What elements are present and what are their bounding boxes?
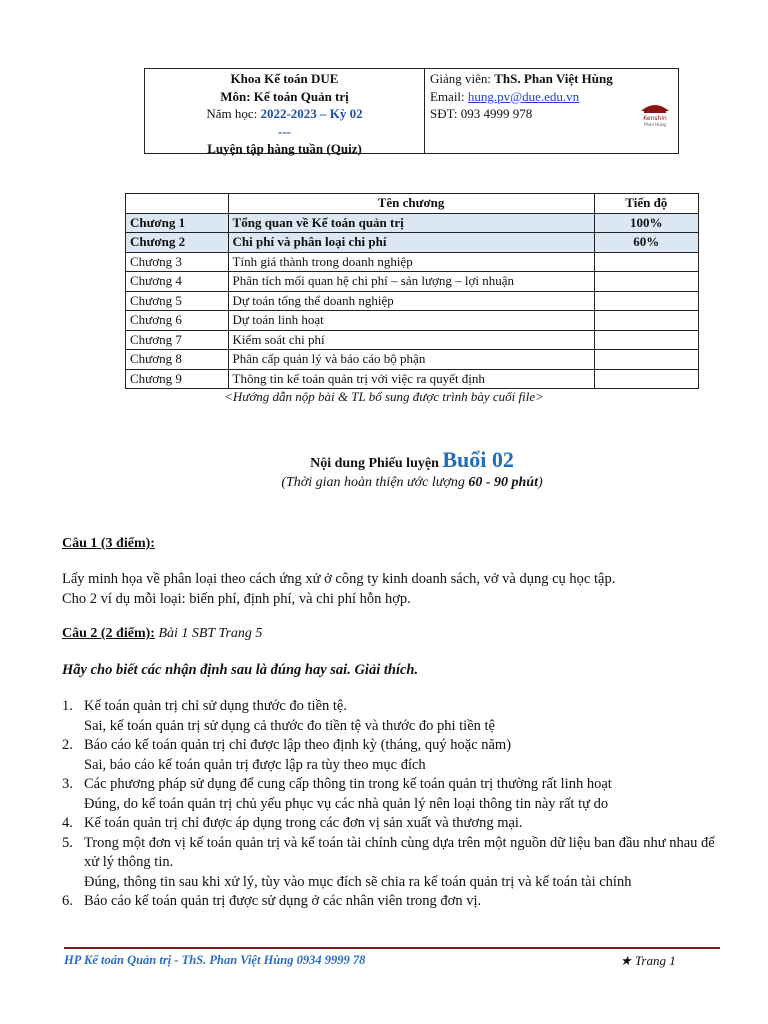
lecturer-label: Giảng viên: — [430, 71, 492, 86]
header-cell — [126, 194, 229, 214]
footer-divider — [64, 947, 720, 949]
chapter-progress — [594, 291, 698, 311]
question-1-heading: Câu 1 (3 điểm): — [62, 536, 155, 551]
dashes: --- — [278, 123, 291, 139]
chapter-number: Chương 7 — [126, 330, 229, 350]
chapter-table — [125, 193, 699, 389]
header-box — [144, 68, 679, 154]
session-number: Buổi 02 — [442, 447, 514, 472]
year-label: Năm học: — [206, 106, 258, 121]
chapter-name: Tổng quan về Kế toán quản trị — [228, 213, 594, 233]
chapter-number: Chương 4 — [126, 272, 229, 292]
header-progress: Tiến độ — [594, 194, 698, 214]
list-item — [62, 775, 722, 814]
kenshin-logo — [638, 99, 672, 127]
chapter-progress — [594, 330, 698, 350]
chapter-number: Chương 9 — [126, 369, 229, 389]
list-item — [62, 834, 722, 893]
item-number: 6. — [62, 893, 73, 909]
statement: Các phương pháp sử dụng để cung cấp thông tin trong kế toán quản trị thường rất linh hoạt — [84, 776, 612, 792]
chapter-number: Chương 2 — [126, 233, 229, 253]
table-row — [126, 311, 699, 331]
year-value: 2022-2023 – Kỳ 02 — [260, 106, 363, 121]
submission-note: <Hướng dẫn nộp bài & TL bổ sung được trình bày cuối file> — [224, 389, 544, 404]
item-number: 1. — [62, 698, 73, 714]
email-link[interactable]: hung.pv@due.edu.vn — [467, 88, 580, 104]
statement-list — [62, 697, 722, 912]
question-1-body — [62, 570, 722, 609]
chapter-name: Kiểm soát chi phí — [228, 330, 594, 350]
table-row — [126, 233, 699, 253]
chapter-progress — [594, 369, 698, 389]
svg-text:Phan Hùng: Phan Hùng — [644, 122, 666, 127]
star-icon: ★ — [620, 953, 632, 968]
chapter-progress: 100% — [594, 213, 698, 233]
quiz-title: Luyện tập hàng tuần (Quiz) — [207, 141, 362, 156]
chapter-number: Chương 3 — [126, 252, 229, 272]
table-row — [126, 291, 699, 311]
chapter-name: Dự toán tổng thể doanh nghiệp — [228, 291, 594, 311]
time-suffix: ) — [537, 475, 543, 490]
list-item — [62, 697, 722, 736]
table-row — [126, 350, 699, 370]
statement: Báo cáo kế toán quản trị được sử dụng ở các nhân viên trong đơn vị. — [84, 893, 482, 909]
chapter-progress — [594, 272, 698, 292]
page-indicator — [620, 953, 676, 969]
chapter-name: Chi phí và phân loại chi phí — [228, 233, 594, 253]
table-header — [126, 194, 699, 214]
item-number: 3. — [62, 776, 73, 792]
table-row — [126, 369, 699, 389]
answer: Đúng, thông tin sau khi xử lý, tùy vào mục đích sẽ chia ra kế toán quản trị và kế toán tài chính — [84, 873, 632, 890]
chapter-number: Chương 1 — [126, 213, 229, 233]
statement: Kế toán quản trị chỉ được áp dụng trong các đơn vị sản xuất và thương mại. — [84, 815, 523, 831]
statement: Báo cáo kế toán quản trị chỉ được lập theo định kỳ (tháng, quý hoặc năm) — [84, 737, 512, 753]
chapter-name: Phân tích mối quan hệ chi phí – sản lượng – lợi nhuận — [228, 272, 594, 292]
time-prefix: (Thời gian hoàn thiện ước lượng — [281, 475, 465, 490]
question-2-instruction: Hãy cho biết các nhận định sau là đúng hay sai. Giải thích. — [62, 662, 419, 678]
svg-text:Kenshin: Kenshin — [643, 115, 667, 122]
time-estimate — [0, 475, 768, 491]
lecturer-info — [425, 69, 678, 153]
item-number: 2. — [62, 737, 73, 753]
statement: Trong một đơn vị kế toán quản trị và kế toán tài chính cùng dựa trên một nguồn dữ liệu ban đầu như nhau để xử lý thông tin. — [84, 834, 715, 870]
chapter-progress: 60% — [594, 233, 698, 253]
chapter-number: Chương 6 — [126, 311, 229, 331]
answer: Sai, báo cáo kế toán quản trị được lập ra tùy theo mục đích — [84, 756, 426, 773]
phone: SĐT: 093 4999 978 — [430, 106, 533, 121]
table-row — [126, 252, 699, 272]
question-2-heading: Câu 2 (2 điểm): — [62, 626, 155, 641]
footer-text: HP Kế toán Quản trị - ThS. Phan Việt Hùng 0934 9999 78 — [64, 953, 366, 967]
item-number: 5. — [62, 834, 73, 851]
chapter-progress — [594, 311, 698, 331]
list-item — [62, 892, 722, 912]
email-label: Email: — [430, 88, 465, 104]
chapter-progress — [594, 350, 698, 370]
table-row — [126, 272, 699, 292]
statement: Kế toán quản trị chỉ sử dụng thước đo tiền tệ. — [84, 698, 347, 714]
chapter-name: Tính giá thành trong doanh nghiệp — [228, 252, 594, 272]
chapter-name: Dự toán linh hoạt — [228, 311, 594, 331]
list-item — [62, 814, 722, 834]
table-row — [126, 213, 699, 233]
chapter-progress — [594, 252, 698, 272]
lecturer-name: ThS. Phan Việt Hùng — [494, 71, 613, 86]
answer: Đúng, do kế toán quản trị chủ yếu phục vụ các nhà quản lý nên loại thông tin này rất tự do — [84, 795, 609, 812]
list-item — [62, 736, 722, 775]
chapter-name: Phân cấp quản lý và báo cáo bộ phận — [228, 350, 594, 370]
course-name: Môn: Kế toán Quản trị — [220, 88, 349, 104]
department: Khoa Kế toán DUE — [230, 71, 339, 86]
course-info — [145, 69, 425, 156]
page-number: Trang 1 — [634, 953, 676, 968]
section-title — [0, 447, 768, 473]
chapter-name: Thông tin kế toán quản trị với việc ra quyết định — [228, 369, 594, 389]
question-2-heading-row — [62, 626, 262, 642]
chapter-number: Chương 8 — [126, 350, 229, 370]
table-row — [126, 330, 699, 350]
chapter-number: Chương 5 — [126, 291, 229, 311]
question-1-line: Cho 2 ví dụ mỗi loại: biến phí, định phí, và chi phí hỗn hợp. — [62, 590, 411, 607]
item-number: 4. — [62, 815, 73, 831]
question-1-line: Lấy minh họa về phân loại theo cách ứng xử ở công ty kinh doanh sách, vở và dụng cụ học tập. — [62, 571, 616, 587]
answer: Sai, kế toán quản trị sử dụng cả thước đo tiền tệ và thước đo phi tiền tệ — [84, 717, 495, 734]
time-range: 60 - 90 phút — [468, 475, 538, 490]
section-title-prefix: Nội dung Phiếu luyện — [310, 456, 439, 471]
header-chapter-name: Tên chương — [228, 194, 594, 214]
question-2-reference: Bài 1 SBT Trang 5 — [158, 626, 263, 641]
